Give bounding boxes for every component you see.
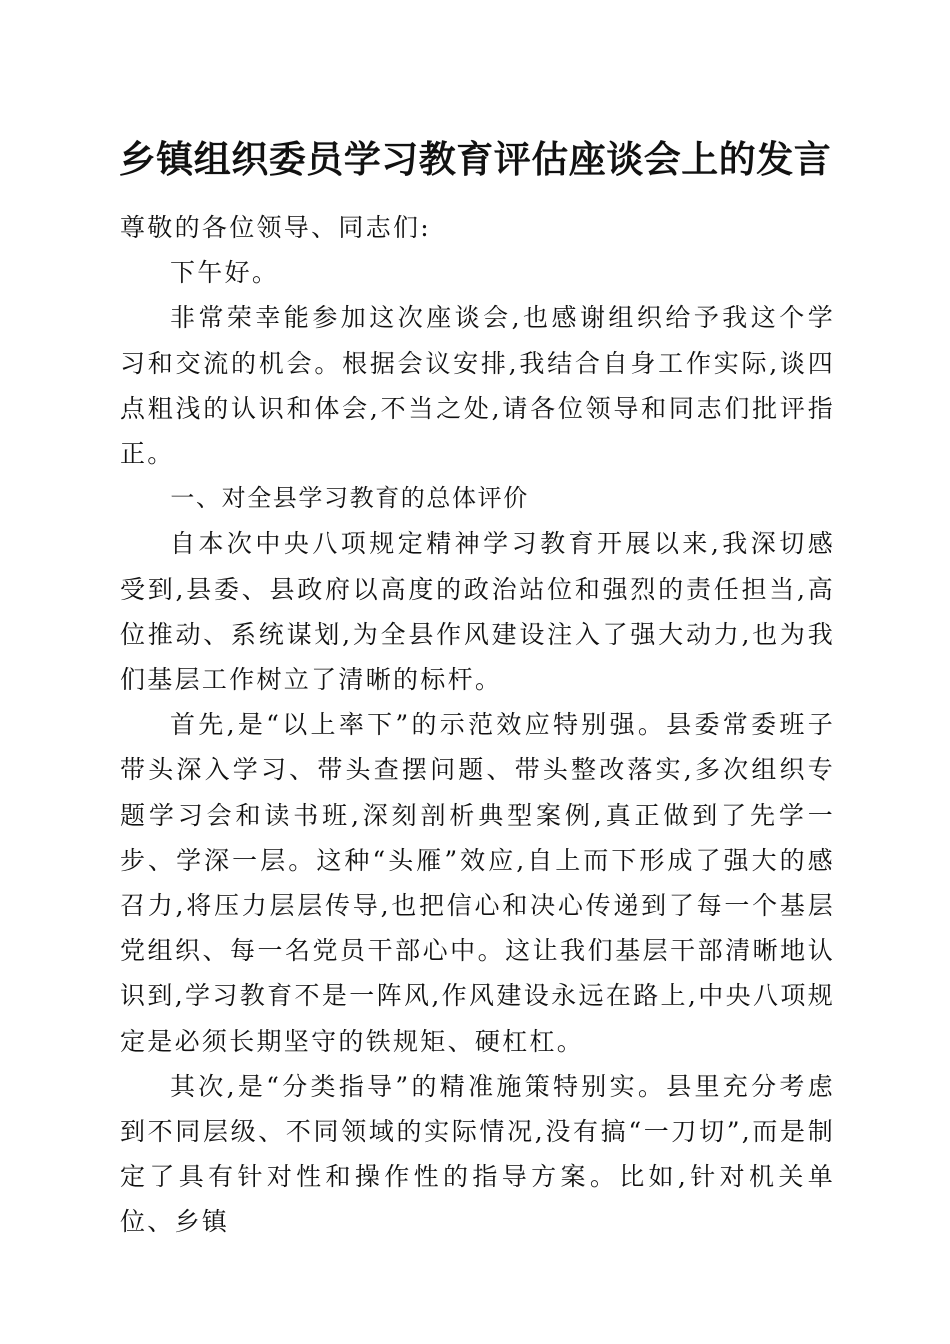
intro-paragraph: 非常荣幸能参加这次座谈会,也感谢组织给予我这个学习和交流的机会。根据会议安排,我结合自身工作实际,谈四点粗浅的认识和体会,不当之处,请各位领导和同志们批评指正。 [120, 303, 835, 469]
section-1-paragraph: 首先,是“以上率下”的示范效应特别强。县委常委班子带头深入学习、带头查摆问题、带头整改落实,多次组织专题学习会和读书班,深刻剖析典型案例,真正做到了先学一步、学深一层。这种“头雁”效应,自上而下形成了强大的感召力,将压力层层传导,也把信心和决心传递到了每一个基层党组织、每一名党员干部心中。这让我们基层干部清晰地认识到,学习教育不是一阵风,作风建设永远在路上,中央八项规定是必须长期坚守的铁规矩、硬杠杠。 [120, 710, 835, 1056]
section-heading-1: 一、对全县学习教育的总体评价 [170, 484, 529, 513]
salutation: 尊敬的各位领导、同志们: [120, 213, 432, 242]
section-1-paragraph: 其次,是“分类指导”的精准施策特别实。县里充分考虑到不同层级、不同领域的实际情况,没有搞“一刀切”,而是制定了具有针对性和操作性的指导方案。比如,针对机关单位、乡镇 [120, 1071, 835, 1237]
greeting: 下午好。 [170, 258, 280, 288]
document-body [120, 205, 835, 1245]
section-1-paragraph: 自本次中央八项规定精神学习教育开展以来,我深切感受到,县委、县政府以高度的政治站位和强烈的责任担当,高位推动、系统谋划,为全县作风建设注入了强大动力,也为我们基层工作树立了清晰的标杆。 [120, 529, 835, 695]
document-title: 乡镇组织委员学习教育评估座谈会上的发言 [118, 138, 832, 181]
